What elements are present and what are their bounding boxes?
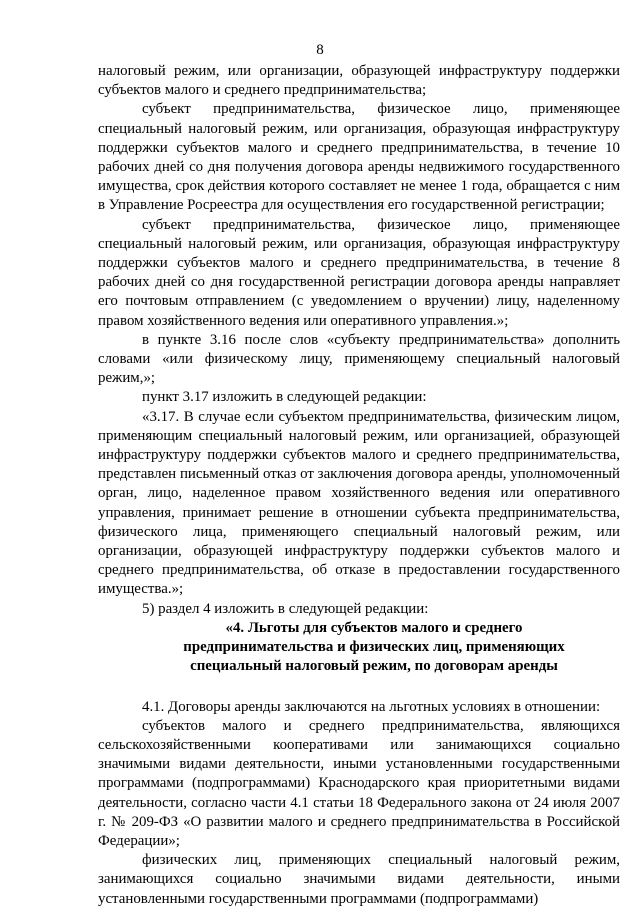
paragraph: в пункте 3.16 после слов «субъекту предпринимательства» дополнить словами «или физическому лицу, применяющему специальный налоговый режим,»; <box>98 331 620 387</box>
paragraph: «3.17. В случае если субъектом предпринимательства, физическим лицом, применяющим специальный налоговый режим, или организацией, образующей инфраструктуру поддержки субъектов малого и среднего предпринимательства, представлен письменный отказ от заключения договора аренды, уполномоченный орган, лицо, наделенное правом хозяйственного ведения или оперативного управления, принимает решение в отношении субъекта предпринимательства, физического лица, применяющего специальный налоговый режим, или организации, образующей инфраструктуру поддержки субъектов малого и среднего предпринимательства, об отказе в предоставлении государственного имущества.»; <box>98 408 620 598</box>
paragraph: субъектов малого и среднего предпринимательства, являющихся сельскохозяйственными кооперативами или занимающихся социально значимыми видами деятельности, иными установленными государственными программами (подпрограммами) Краснодарского края приоритетными видами деятельности, согласно части 4.1 статьи 18 Федерального закона от 24 июля 2007 г. № 209-ФЗ «О развитии малого и среднего предпринимательства в Российской Федерации»; <box>98 717 620 849</box>
paragraph: физических лиц, применяющих специальный налоговый режим, занимающихся социально значимыми видами деятельности, иными установленными государственными программами (подпрограммами) <box>98 852 620 907</box>
paragraph: 4.1. Договоры аренды заключаются на льготных условиях в отношении: <box>142 698 601 715</box>
paragraphs-before <box>98 62 620 619</box>
paragraphs-after <box>98 698 620 909</box>
section-heading-line-3: специальный налоговый режим, по договорам аренды <box>190 658 558 675</box>
document-body <box>98 62 620 909</box>
paragraph: пункт 3.17 изложить в следующей редакции: <box>142 389 427 406</box>
section-heading-line-1: «4. Льготы для субъектов малого и среднего <box>225 619 523 636</box>
paragraph: 5) раздел 4 изложить в следующей редакции: <box>142 600 429 617</box>
paragraph: субъект предпринимательства, физическое лицо, применяющее специальный налоговый режим, или организация, образующая инфраструктуру поддержки субъектов малого и среднего предпринимательства, в течение 8 рабочих дней со дня государственной регистрации договора аренды направляет его почтовым отправлением (с уведомлением о вручении) лицу, наделенному правом хозяйственного ведения или оперативного управления.»; <box>98 216 620 329</box>
paragraph: налоговый режим, или организации, образующей инфраструктуру поддержки субъектов малого и среднего предпринимательства; <box>98 63 620 99</box>
section-heading-line-2: предпринимательства и физических лиц, применяющих <box>183 639 565 656</box>
page-number: 8 <box>316 42 324 58</box>
section-heading <box>98 619 620 677</box>
paragraph: субъект предпринимательства, физическое лицо, применяющее специальный налоговый режим, или организация, образующая инфраструктуру поддержки субъектов малого и среднего предпринимательства, в течение 10 рабочих дней со дня получения договора аренды недвижимого государственного имущества, срок действия которого составляет не менее 1 года, обращается с ним в Управление Росреестра для осуществления его государственной регистрации; <box>98 101 620 214</box>
